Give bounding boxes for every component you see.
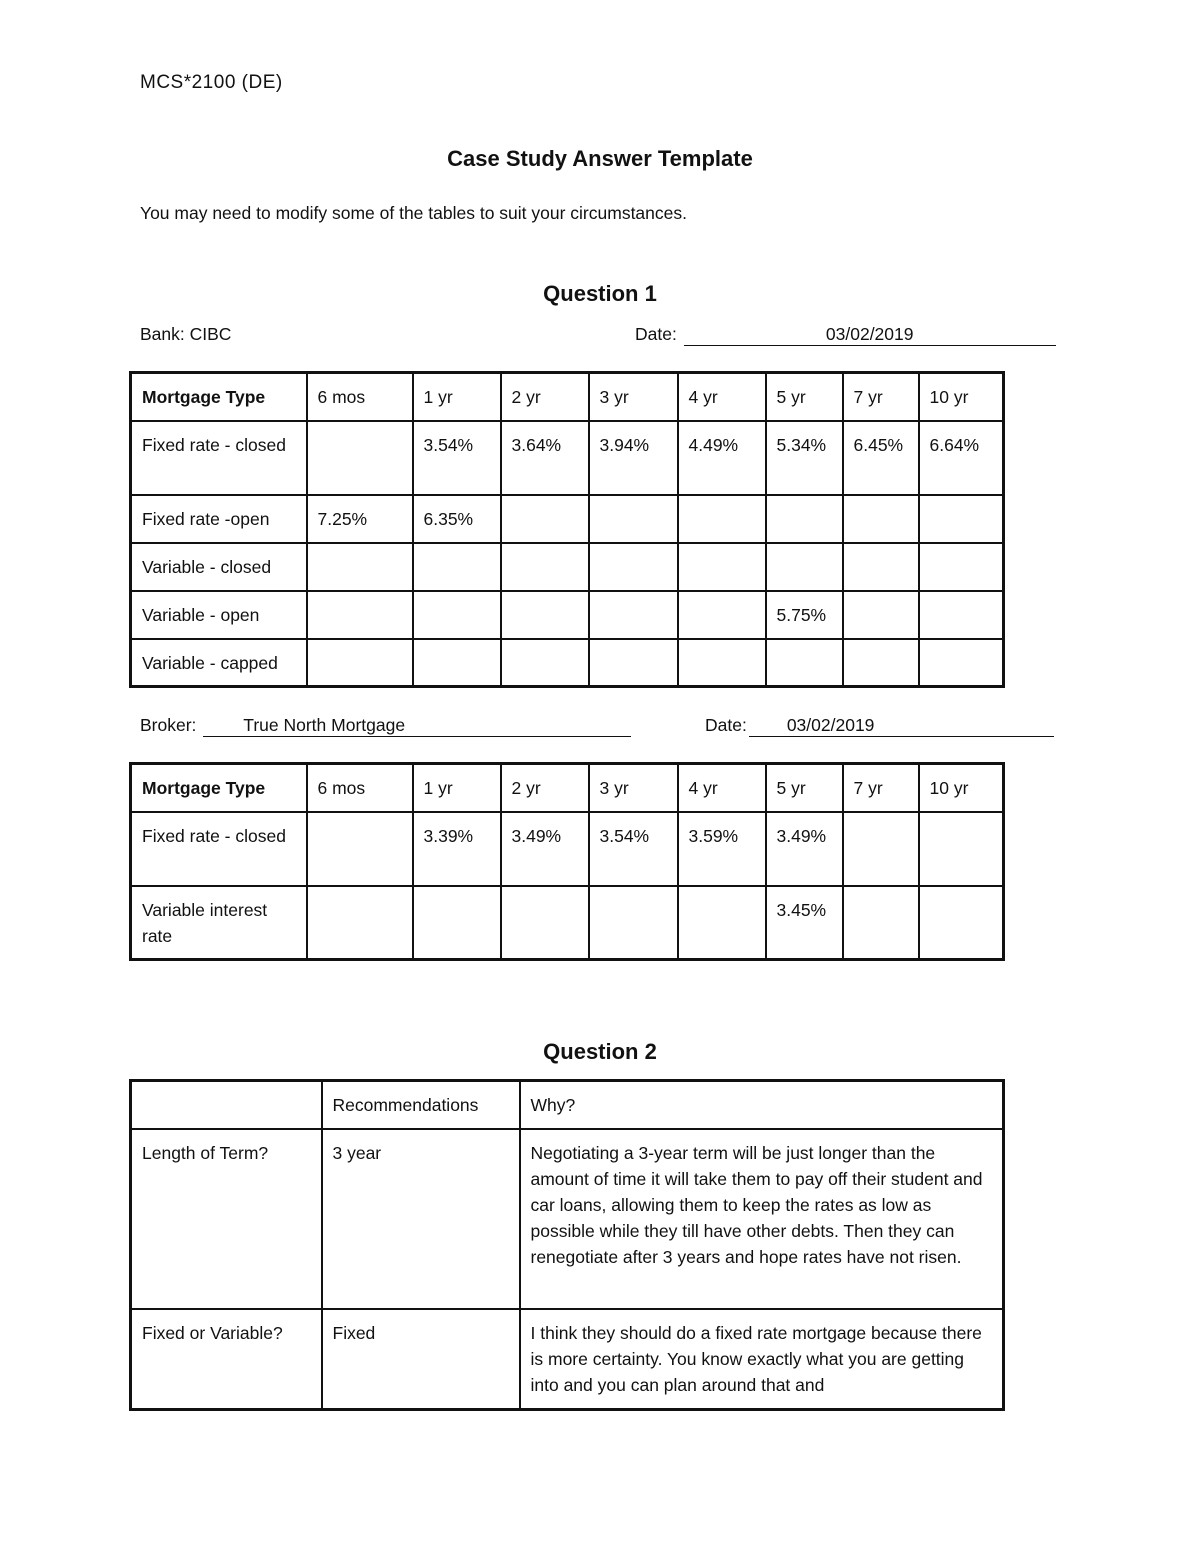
column-header bbox=[501, 764, 589, 812]
recommendations-table bbox=[129, 1079, 1005, 1411]
cell-text: Fixed bbox=[332, 1322, 376, 1343]
column-header bbox=[131, 1081, 322, 1129]
table-cell bbox=[307, 812, 413, 886]
header-text: 3 yr bbox=[599, 387, 629, 407]
table-cell bbox=[589, 639, 678, 687]
cell-text bbox=[920, 887, 1003, 897]
table-cell bbox=[766, 812, 843, 886]
table-cell bbox=[501, 495, 589, 543]
column-header bbox=[322, 1081, 520, 1129]
table-cell bbox=[131, 495, 307, 543]
table-cell bbox=[843, 812, 919, 886]
table-cell bbox=[501, 812, 589, 886]
cell-text: 3.54% bbox=[423, 434, 474, 455]
table-cell bbox=[131, 1129, 322, 1309]
cell-text bbox=[414, 592, 500, 602]
cell-text: 3.49% bbox=[776, 825, 827, 846]
cell-text bbox=[414, 640, 500, 650]
header-text: 4 yr bbox=[688, 778, 718, 798]
broker-field bbox=[140, 715, 631, 737]
cell-text bbox=[920, 496, 1003, 506]
table-cell bbox=[678, 591, 766, 639]
table-cell bbox=[322, 1309, 520, 1410]
table-cell bbox=[589, 421, 678, 495]
cell-text: Variable - open bbox=[142, 604, 260, 625]
header-text: Mortgage Type bbox=[142, 778, 266, 798]
table-cell bbox=[307, 543, 413, 591]
column-header bbox=[678, 764, 766, 812]
header-text: 2 yr bbox=[511, 387, 541, 407]
table-cell bbox=[413, 591, 501, 639]
header-text bbox=[132, 1082, 321, 1092]
cell-text: 4.49% bbox=[688, 434, 739, 455]
table-cell bbox=[919, 812, 1004, 886]
header-text: 7 yr bbox=[853, 387, 883, 407]
table-cell bbox=[678, 543, 766, 591]
bank-date-label: Date: bbox=[635, 324, 677, 344]
column-header bbox=[589, 764, 678, 812]
table-cell bbox=[413, 886, 501, 960]
column-header bbox=[413, 373, 501, 421]
column-header bbox=[501, 373, 589, 421]
cell-text bbox=[502, 887, 588, 897]
column-header bbox=[131, 373, 307, 421]
table-cell bbox=[766, 886, 843, 960]
table-cell bbox=[919, 421, 1004, 495]
table-cell bbox=[678, 421, 766, 495]
cell-text bbox=[679, 592, 765, 602]
header-text: 10 yr bbox=[929, 387, 969, 407]
table-cell bbox=[520, 1309, 1004, 1410]
table-cell bbox=[589, 812, 678, 886]
cell-text: Variable interest rate bbox=[142, 899, 268, 946]
cell-text bbox=[920, 813, 1003, 823]
cell-text bbox=[767, 496, 842, 506]
cell-text bbox=[590, 592, 677, 602]
cell-text bbox=[502, 496, 588, 506]
table-cell bbox=[413, 495, 501, 543]
cell-text bbox=[308, 422, 412, 432]
header-row bbox=[131, 1081, 1004, 1129]
table-cell bbox=[843, 886, 919, 960]
header-text: 4 yr bbox=[688, 387, 718, 407]
cell-text bbox=[414, 887, 500, 897]
cell-text bbox=[679, 544, 765, 554]
table-cell bbox=[678, 495, 766, 543]
column-header bbox=[766, 373, 843, 421]
column-header bbox=[766, 764, 843, 812]
header-text: 6 mos bbox=[317, 778, 366, 798]
cell-text bbox=[679, 887, 765, 897]
cell-text bbox=[679, 640, 765, 650]
table-cell bbox=[413, 639, 501, 687]
cell-text bbox=[414, 544, 500, 554]
table-cell bbox=[843, 421, 919, 495]
table-cell bbox=[307, 495, 413, 543]
broker-label: Broker: bbox=[140, 715, 197, 735]
cell-text bbox=[844, 887, 918, 897]
instruction-text: You may need to modify some of the tables to suit your circumstances. bbox=[140, 203, 687, 223]
column-header bbox=[678, 373, 766, 421]
header-text: Why? bbox=[530, 1095, 576, 1115]
cell-text: 7.25% bbox=[317, 508, 368, 529]
table-cell bbox=[678, 812, 766, 886]
question-1-heading: Question 1 bbox=[543, 281, 657, 306]
table-cell bbox=[589, 495, 678, 543]
column-header bbox=[843, 764, 919, 812]
broker-date-text: 03/02/2019 bbox=[786, 715, 875, 735]
cell-text bbox=[844, 640, 918, 650]
table-cell bbox=[678, 639, 766, 687]
cell-text bbox=[844, 544, 918, 554]
table-cell bbox=[843, 495, 919, 543]
column-header bbox=[307, 764, 413, 812]
bank-date-field bbox=[635, 324, 1056, 346]
table-cell bbox=[843, 543, 919, 591]
table-row bbox=[131, 639, 1004, 687]
cell-text bbox=[844, 496, 918, 506]
table-cell bbox=[766, 639, 843, 687]
header-text: 1 yr bbox=[423, 778, 453, 798]
table-cell bbox=[131, 1309, 322, 1410]
header-text: 2 yr bbox=[511, 778, 541, 798]
table-cell bbox=[843, 591, 919, 639]
cell-text bbox=[308, 813, 412, 823]
table-cell bbox=[131, 591, 307, 639]
cell-text: Fixed or Variable? bbox=[142, 1322, 283, 1343]
broker-name: True North Mortgage bbox=[243, 715, 406, 735]
table-row bbox=[131, 543, 1004, 591]
cell-text bbox=[308, 640, 412, 650]
table-cell bbox=[131, 421, 307, 495]
table-cell bbox=[589, 886, 678, 960]
cell-text bbox=[590, 544, 677, 554]
column-header bbox=[589, 373, 678, 421]
table-cell bbox=[919, 591, 1004, 639]
header-text: 1 yr bbox=[423, 387, 453, 407]
course-code: MCS*2100 (DE) bbox=[140, 72, 283, 93]
cell-text bbox=[844, 813, 918, 823]
table-cell bbox=[322, 1129, 520, 1309]
table-cell bbox=[413, 812, 501, 886]
header-text: 5 yr bbox=[776, 387, 806, 407]
table-cell bbox=[501, 421, 589, 495]
table-cell bbox=[520, 1129, 1004, 1309]
table-cell bbox=[501, 886, 589, 960]
bank-rates-table bbox=[129, 371, 1005, 688]
cell-text: Negotiating a 3-year term will be just longer than the amount of time it will take them to pay off their student and car loans, allowing them to keep the rates as low as possible while they till have other debts. Then they can renegotiate after 3 years and hope rates have not risen. bbox=[530, 1142, 983, 1267]
cell-text: 3.59% bbox=[688, 825, 739, 846]
cell-text: 3.49% bbox=[511, 825, 562, 846]
cell-text bbox=[590, 496, 677, 506]
table-cell bbox=[919, 886, 1004, 960]
header-text: Recommendations bbox=[332, 1095, 479, 1115]
cell-text: 6.64% bbox=[929, 434, 980, 455]
page-title: Case Study Answer Template bbox=[447, 146, 753, 171]
header-text: Mortgage Type bbox=[142, 387, 266, 407]
column-header bbox=[413, 764, 501, 812]
table-cell bbox=[307, 591, 413, 639]
cell-text: Variable - closed bbox=[142, 556, 272, 577]
header-text: 10 yr bbox=[929, 778, 969, 798]
table-row bbox=[131, 1309, 1004, 1410]
cell-text bbox=[844, 592, 918, 602]
cell-text: Fixed rate -open bbox=[142, 508, 270, 529]
cell-text: Fixed rate - closed bbox=[142, 434, 286, 455]
cell-text: 5.75% bbox=[776, 604, 827, 625]
header-text: 6 mos bbox=[317, 387, 366, 407]
table-cell bbox=[413, 543, 501, 591]
cell-text bbox=[502, 592, 588, 602]
bank-label: Bank: CIBC bbox=[140, 324, 232, 344]
question-2-heading: Question 2 bbox=[543, 1039, 657, 1064]
bank-date-value: 03/02/2019 bbox=[684, 324, 1056, 346]
table-cell bbox=[501, 543, 589, 591]
cell-text: 3.54% bbox=[599, 825, 650, 846]
broker-value bbox=[203, 715, 631, 737]
table-cell bbox=[131, 812, 307, 886]
table-row bbox=[131, 495, 1004, 543]
table-cell bbox=[501, 639, 589, 687]
table-cell bbox=[678, 886, 766, 960]
broker-date-label: Date: bbox=[705, 715, 747, 735]
cell-text bbox=[920, 592, 1003, 602]
table-cell bbox=[307, 886, 413, 960]
cell-text: 3.64% bbox=[511, 434, 562, 455]
column-header bbox=[843, 373, 919, 421]
table-cell bbox=[307, 639, 413, 687]
table-cell bbox=[589, 591, 678, 639]
table-cell bbox=[766, 495, 843, 543]
table-cell bbox=[501, 591, 589, 639]
cell-text bbox=[679, 496, 765, 506]
table-cell bbox=[919, 495, 1004, 543]
cell-text: 3.94% bbox=[599, 434, 650, 455]
table-cell bbox=[919, 639, 1004, 687]
table-cell bbox=[131, 639, 307, 687]
cell-text bbox=[590, 887, 677, 897]
broker-date-field bbox=[705, 715, 1054, 737]
cell-text bbox=[920, 544, 1003, 554]
broker-rates-table bbox=[129, 762, 1005, 961]
table-cell bbox=[843, 639, 919, 687]
cell-text: Length of Term? bbox=[142, 1142, 269, 1163]
table-row bbox=[131, 591, 1004, 639]
cell-text: 3 year bbox=[332, 1142, 382, 1163]
header-text: 3 yr bbox=[599, 778, 629, 798]
table-cell bbox=[766, 591, 843, 639]
cell-text: 5.34% bbox=[776, 434, 827, 455]
table-cell bbox=[413, 421, 501, 495]
cell-text: 3.39% bbox=[423, 825, 474, 846]
broker-date-value bbox=[749, 715, 1054, 737]
table-cell bbox=[766, 421, 843, 495]
header-row bbox=[131, 764, 1004, 812]
cell-text: Fixed rate - closed bbox=[142, 825, 286, 846]
table-cell bbox=[131, 543, 307, 591]
header-text: 7 yr bbox=[853, 778, 883, 798]
cell-text bbox=[767, 544, 842, 554]
cell-text bbox=[590, 640, 677, 650]
table-cell bbox=[589, 543, 678, 591]
cell-text: Variable - capped bbox=[142, 652, 278, 673]
cell-text: 6.35% bbox=[423, 508, 474, 529]
table-cell bbox=[919, 543, 1004, 591]
table-cell bbox=[766, 543, 843, 591]
column-header bbox=[307, 373, 413, 421]
header-row bbox=[131, 373, 1004, 421]
column-header bbox=[131, 764, 307, 812]
table-cell bbox=[307, 421, 413, 495]
cell-text bbox=[767, 640, 842, 650]
column-header bbox=[919, 373, 1004, 421]
header-text: 5 yr bbox=[776, 778, 806, 798]
column-header bbox=[520, 1081, 1004, 1129]
table-row bbox=[131, 421, 1004, 495]
cell-text bbox=[920, 640, 1003, 650]
table-row bbox=[131, 812, 1004, 886]
cell-text bbox=[502, 544, 588, 554]
cell-text bbox=[308, 544, 412, 554]
cell-text bbox=[308, 887, 412, 897]
column-header bbox=[919, 764, 1004, 812]
table-row bbox=[131, 1129, 1004, 1309]
table-row bbox=[131, 886, 1004, 960]
table-cell bbox=[131, 886, 307, 960]
cell-text: 3.45% bbox=[776, 899, 827, 920]
cell-text: 6.45% bbox=[853, 434, 904, 455]
cell-text bbox=[308, 592, 412, 602]
cell-text: I think they should do a fixed rate mortgage because there is more certainty. You know exactly what you are getting into and you can plan around that and bbox=[530, 1322, 982, 1395]
cell-text bbox=[502, 640, 588, 650]
